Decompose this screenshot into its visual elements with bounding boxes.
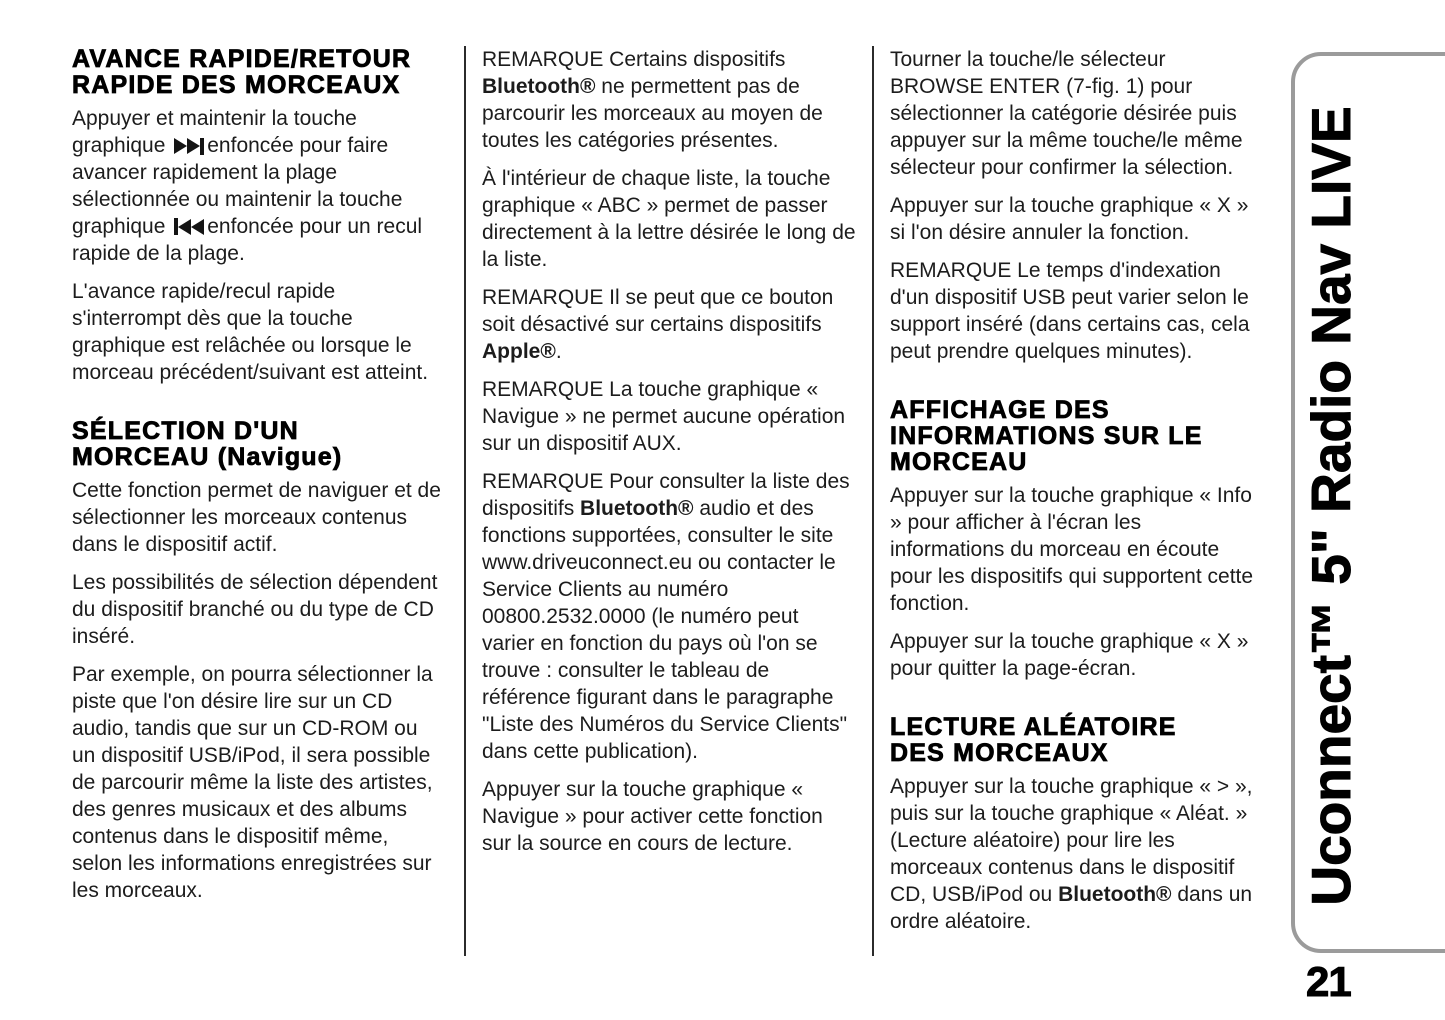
paragraph-text: ne permettent pas de parcourir les morceaux au moyen de toutes les catégories présentes. — [482, 75, 823, 152]
paragraph: Tourner la touche/le sélecteur BROWSE ENTER (7-fig. 1) pour sélectionner la catégorie désirée puis appuyer sur la même touche/le même sélecteur pour confirmer la sélection. — [890, 48, 1243, 179]
section-heading-avance-rapide: AVANCE RAPIDE/RETOUR RAPIDE DES MORCEAUX — [72, 45, 412, 99]
paragraph-text: enfoncée pour faire avancer rapidement la plage sélectionnée ou maintenir la touche graphique — [72, 134, 403, 238]
paragraph — [482, 284, 856, 365]
paragraph — [482, 46, 856, 154]
paragraph: Les possibilités de sélection dépendent du dispositif branché ou du type de CD inséré. — [72, 571, 438, 648]
page-number: 21 — [1306, 958, 1351, 1005]
section-heading-lecture-aleatoire: LECTURE ALÉATOIRE DES MORCEAUX — [890, 713, 1177, 767]
paragraph-text: REMARQUE Certains dispositifs — [482, 48, 786, 71]
paragraph: Cette fonction permet de naviguer et de sélectionner les morceaux contenus dans le dispositif actif. — [72, 479, 441, 556]
paragraph-text: REMARQUE Pour consulter la liste des dispositifs — [482, 470, 850, 520]
column-1 — [72, 46, 444, 915]
column-divider — [872, 46, 874, 956]
column-3 — [890, 46, 1256, 946]
paragraph-text: audio et des fonctions supportées, consulter le site www.driveuconnect.eu ou contacter le Service Clients au numéro 00800.2532.0000 (le numéro peut varier en fonction du pays où l'on se trouve : consulter le tableau de référence figurant dans le paragraphe "Liste des Numéros du Service Clients" dans cette publication). — [482, 497, 848, 763]
paragraph-text: Appuyer et maintenir la touche graphique — [72, 107, 357, 157]
column-2 — [482, 46, 856, 868]
fast-forward-icon — [174, 138, 204, 155]
paragraph-text: Appuyer sur la touche graphique « > », puis sur la touche graphique « Aléat. » (Lecture aléatoire) pour lire les morceaux contenus dans le dispositif CD, USB/iPod ou — [890, 775, 1253, 906]
paragraph — [890, 773, 1256, 935]
paragraph: Appuyer sur la touche graphique « Info » pour afficher à l'écran les informations du morceau en écoute pour les dispositifs qui supportent cette fonction. — [890, 484, 1254, 615]
section-heading-affichage-informations: AFFICHAGE DES INFORMATIONS SUR LE MORCEAU — [890, 396, 1203, 476]
paragraph — [482, 468, 856, 765]
paragraph: Appuyer sur la touche graphique « X » si l'on désire annuler la fonction. — [890, 194, 1249, 244]
bold-text: Apple® — [482, 340, 556, 363]
rewind-icon — [174, 218, 204, 235]
paragraph: À l'intérieur de chaque liste, la touche graphique « ABC » permet de passer directement à la lettre désirée le long de la liste. — [482, 167, 856, 271]
paragraph: Par exemple, on pourra sélectionner la piste que l'on désire lire sur un CD audio, tandis que sur un CD-ROM ou un dispositif USB/iPod, il sera possible de parcourir même la liste des artistes, des genres musicaux et des albums contenus dans le dispositif même, selon les informations enregistrées sur les morceaux. — [72, 663, 433, 902]
bold-text: Bluetooth® — [1058, 883, 1172, 906]
paragraph-text: dans un ordre aléatoire. — [890, 883, 1253, 933]
paragraph-text: . — [555, 340, 562, 363]
paragraph: L'avance rapide/recul rapide s'interrompt dès que la touche graphique est relâchée ou lorsque le morceau précédent/suivant est atteint. — [72, 280, 429, 384]
paragraph: REMARQUE La touche graphique « Navigue » ne permet aucune opération sur un dispositif AUX. — [482, 378, 846, 455]
paragraph: Appuyer sur la touche graphique « X » pour quitter la page-écran. — [890, 630, 1249, 680]
section-heading-selection-morceau: SÉLECTION D'UN MORCEAU (Navigue) — [72, 417, 343, 471]
column-divider — [464, 46, 466, 956]
bold-text: Bluetooth® — [580, 497, 694, 520]
paragraph-text: enfoncée pour un recul rapide de la plage. — [72, 215, 423, 265]
paragraph — [72, 105, 444, 267]
paragraph: Appuyer sur la touche graphique « Navigue » pour activer cette fonction sur la source en cours de lecture. — [482, 778, 823, 855]
paragraph: REMARQUE Le temps d'indexation d'un dispositif USB peut varier selon le support inséré (dans certains cas, cela peut prendre quelques minutes). — [890, 259, 1250, 363]
bold-text: Bluetooth® — [482, 75, 596, 98]
paragraph-text: REMARQUE Il se peut que ce bouton soit désactivé sur certains dispositifs — [482, 286, 834, 336]
chapter-tab-title: Uconnect™ 5" Radio Nav LIVE — [1300, 106, 1362, 906]
